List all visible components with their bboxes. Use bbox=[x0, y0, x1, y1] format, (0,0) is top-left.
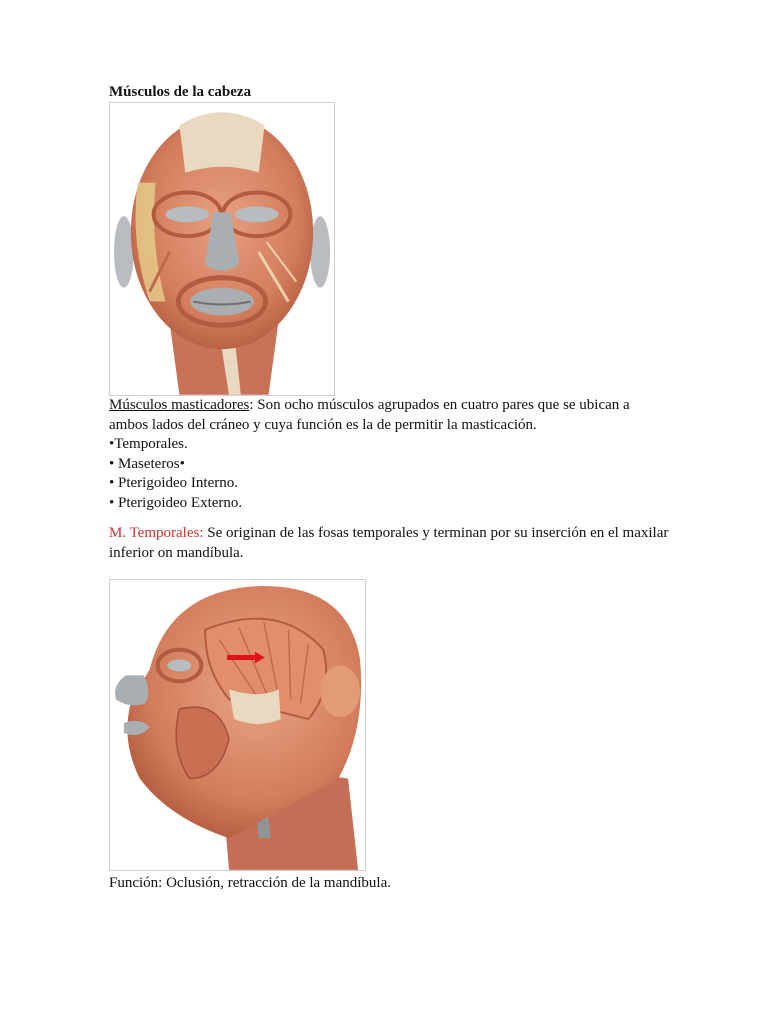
list-item: • Pterigoideo Externo. bbox=[109, 494, 243, 511]
list-item: • Maseteros• bbox=[109, 455, 185, 472]
temporales-paragraph bbox=[109, 524, 669, 563]
funcion-text: Función: Oclusión, retracción de la mandíbula. bbox=[109, 875, 392, 891]
masticadores-paragraph bbox=[109, 396, 669, 435]
masticadores-term: Músculos masticadores bbox=[109, 397, 250, 413]
front-face-muscles-image bbox=[109, 102, 335, 396]
temporales-term: M. Temporales: bbox=[109, 525, 204, 541]
temporales-description: Se originan de las fosas temporales y terminan por su inserción en el maxilar inferior on mandíbula. bbox=[109, 525, 669, 561]
page-title: Músculos de la cabeza bbox=[109, 84, 252, 100]
lateral-head-muscles-image bbox=[109, 579, 366, 871]
list-item: •Temporales. bbox=[109, 436, 188, 452]
masticadores-description: : Son ocho músculos agrupados en cuatro pares que se ubican a ambos lados del cráneo y cuya función es la de permitir la masticación. bbox=[109, 397, 630, 433]
masticadores-section bbox=[109, 396, 669, 513]
list-item: • Pterigoideo Interno. bbox=[109, 475, 238, 491]
